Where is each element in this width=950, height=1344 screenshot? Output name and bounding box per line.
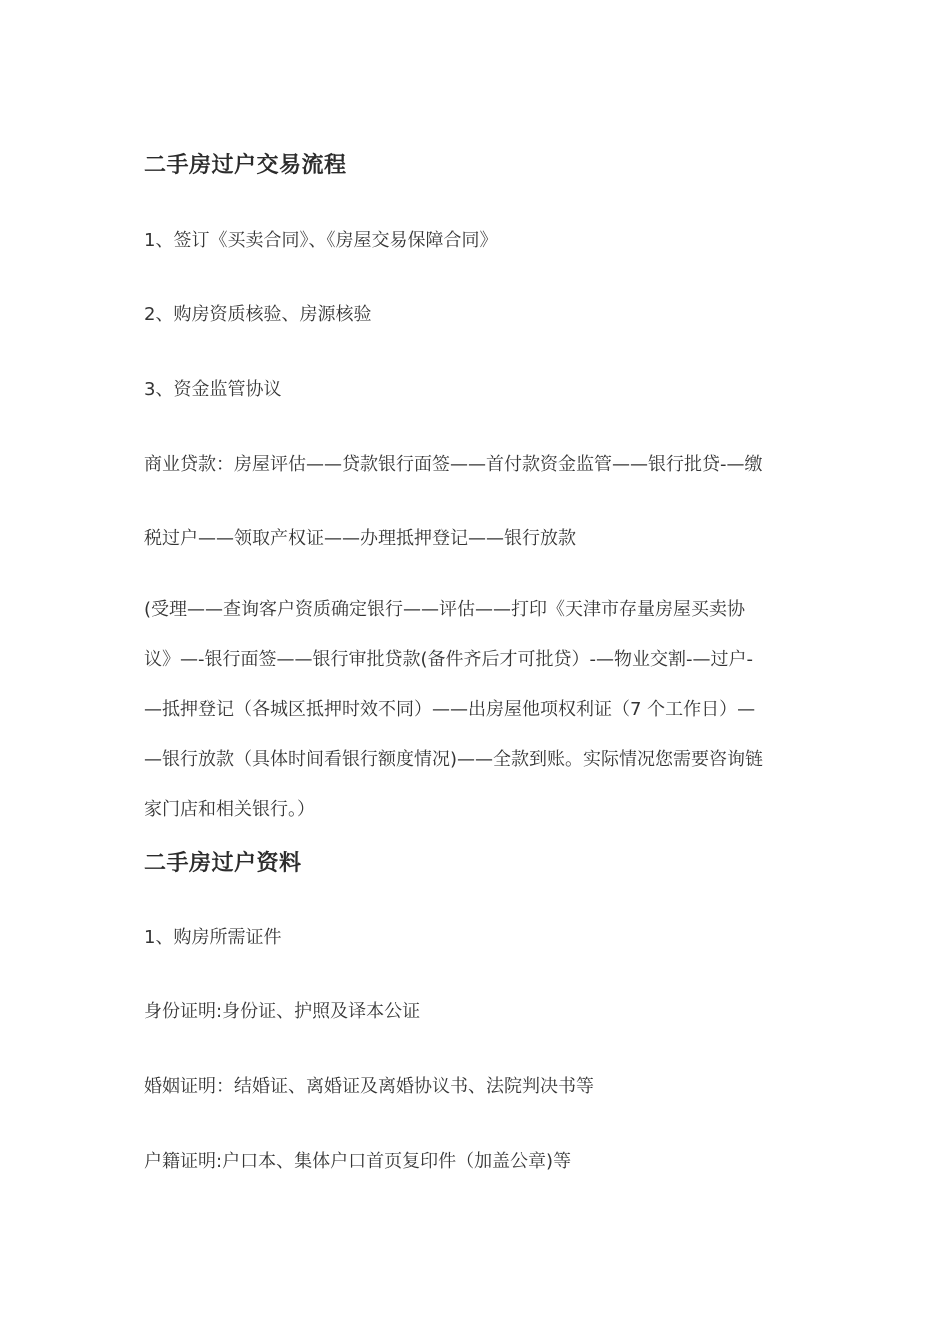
process-note-line: (受理——查询客户资质确定银行——评估——打印《天津市存量房屋买卖协 bbox=[144, 599, 746, 620]
marriage-proof-line: 婚姻证明：结婚证、离婚证及离婚协议书、法院判决书等 bbox=[144, 1076, 594, 1097]
process-step-1: 1、签订《买卖合同》、《房屋交易保障合同》 bbox=[144, 230, 498, 251]
process-note-line: —银行放款（具体时间看银行额度情况)——全款到账。实际情况您需要咨询链 bbox=[144, 749, 764, 770]
process-note-line: —抵押登记（各城区抵押时效不同）——出房屋他项权利证（7 个工作日）— bbox=[144, 699, 756, 720]
process-step-3: 3、资金监管协议 bbox=[144, 379, 282, 400]
commercial-loan-line-1: 商业贷款：房屋评估——贷款银行面签——首付款资金监管——银行批贷-—缴 bbox=[144, 454, 763, 475]
section-heading-transfer-documents: 二手房过户资料 bbox=[144, 851, 302, 876]
process-note-paragraph bbox=[144, 585, 806, 835]
section-heading-transaction-process: 二手房过户交易流程 bbox=[144, 153, 347, 178]
process-note-line: 议》—-银行面签——银行审批贷款(备件齐后才可批贷）-—物业交割-—过户- bbox=[144, 649, 753, 670]
identity-proof-line: 身份证明:身份证、护照及译本公证 bbox=[144, 1001, 421, 1022]
commercial-loan-line-2: 税过户——领取产权证——办理抵押登记——银行放款 bbox=[144, 528, 576, 549]
household-proof-line: 户籍证明:户口本、集体户口首页复印件（加盖公章)等 bbox=[144, 1151, 572, 1172]
process-step-2: 2、购房资质核验、房源核验 bbox=[144, 304, 372, 325]
documents-item-1: 1、购房所需证件 bbox=[144, 927, 282, 948]
process-note-line: 家门店和相关银行。） bbox=[144, 799, 315, 820]
